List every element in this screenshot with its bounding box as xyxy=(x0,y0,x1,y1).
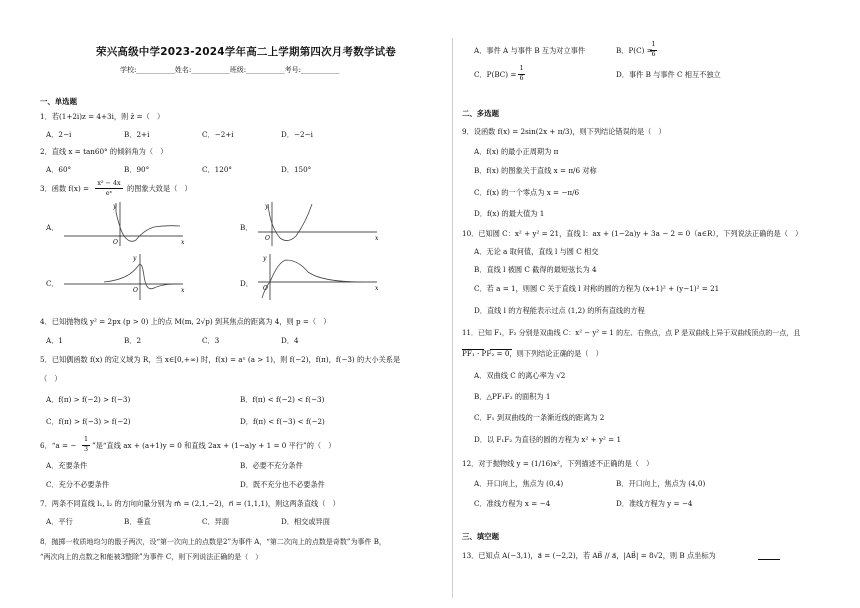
q8-option-b-denominator: 6 xyxy=(651,50,656,58)
q12-option-a[interactable]: A．开口向上，焦点为 (0,4) xyxy=(474,479,564,488)
q6-option-a[interactable]: A．充要条件 xyxy=(46,461,88,470)
q7-option-d[interactable]: D．相交或异面 xyxy=(281,517,330,526)
q6-stem-prefix: 6．“a = − xyxy=(40,441,77,450)
q11-vector-bar-1 xyxy=(462,349,484,350)
q1-option-d[interactable]: D．−2−i xyxy=(281,130,313,139)
q11-option-a[interactable]: A．双曲线 C 的离心率为 √2 xyxy=(474,371,566,380)
q8-option-b-prefix[interactable]: B．P(C) = xyxy=(616,46,653,55)
q13-stem: 13．已知点 A(−3,1)，a⃗ = (−2,2)，若 AB⃗ // a⃗，|AB⃗| = 8√2，则 B 点坐标为 xyxy=(462,551,716,560)
q10-option-d[interactable]: D．直线 l 的方程能表示过点 (1,2) 的所有直线的方程 xyxy=(474,306,645,315)
q5-option-b[interactable]: B．f(π) < f(−2) < f(−3) xyxy=(240,395,325,404)
q6-option-c[interactable]: C．充分不必要条件 xyxy=(46,480,110,489)
q8-option-c-denominator: 6 xyxy=(519,74,524,82)
exam-title: 荣兴高级中学2023-2024学年高二上学期第四次月考数学试卷 xyxy=(96,46,397,58)
q6-option-b[interactable]: B．必要不充分条件 xyxy=(240,461,303,470)
q8-option-c-numerator: 1 xyxy=(519,64,524,72)
q3-stem-prefix: 3．函数 f(x) = xyxy=(40,184,90,193)
q9-option-c[interactable]: C．f(x) 的一个零点为 x = −π/6 xyxy=(474,188,580,197)
q8-option-d[interactable]: D．事件 B 与事件 C 相互不独立 xyxy=(616,70,721,79)
q10-option-b[interactable]: B．直线 l 被圆 C 截得的最短弦长为 4 xyxy=(474,265,597,274)
q9-option-a[interactable]: A．f(x) 的最小正周期为 π xyxy=(474,147,559,156)
q3-graph-c-x-label: x xyxy=(181,287,185,294)
q6-option-d[interactable]: D．既不充分也不必要条件 xyxy=(240,480,325,489)
q3-fraction-numerator: x² − 4x xyxy=(97,179,121,187)
q2-option-d[interactable]: D．150° xyxy=(281,165,312,174)
q2-option-c[interactable]: C．120° xyxy=(202,165,232,174)
q3-graph-a xyxy=(58,200,188,248)
q3-graph-a-y-label: y xyxy=(113,203,117,210)
q1-option-c[interactable]: C．−2+i xyxy=(202,130,234,139)
q13-answer-blank[interactable] xyxy=(758,559,780,560)
q3-graph-b-y-label: y xyxy=(265,203,269,210)
q9-option-d[interactable]: D．f(x) 的最大值为 1 xyxy=(474,209,545,218)
q3-option-c[interactable]: C． xyxy=(46,279,59,288)
q10-stem: 10．已知圆 C：x² + y² = 21，直线 l：ax + (1−2a)y + 3a − 2 = 0（a∈R），下列说法正确的是（ ） xyxy=(462,229,803,238)
q3-graph-a-origin-label: O xyxy=(113,239,118,246)
q3-option-d[interactable]: D． xyxy=(240,279,253,288)
q3-graph-c xyxy=(58,252,188,302)
q1-stem: 1．若(1+2i)z = 4+3i，则 z̄ =（ ） xyxy=(40,112,165,121)
q8-option-a[interactable]: A．事件 A 与事件 B 互为对立事件 xyxy=(474,46,586,55)
q4-option-b[interactable]: B．2 xyxy=(124,336,142,345)
q3-option-a[interactable]: A． xyxy=(46,223,59,232)
q3-graph-d-x-label: x xyxy=(375,285,379,292)
q10-option-c[interactable]: C．若 a = 1，则圆 C 关于直线 l 对称的圆的方程为 (x+1)² + (y−1)² = 21 xyxy=(474,284,720,293)
q7-option-b[interactable]: B．垂直 xyxy=(124,517,151,526)
q11-option-c[interactable]: C．F₁ 到双曲线的一条渐近线的距离为 2 xyxy=(474,413,605,422)
q9-option-b[interactable]: B．f(x) 的图象关于直线 x = π/6 对称 xyxy=(474,166,597,175)
q3-graph-d-y-label: y xyxy=(263,255,267,262)
q11-stem-line2: PF₁ · PF₂ = 0，则下列结论正确的是（ ） xyxy=(462,349,603,358)
q4-option-a[interactable]: A．1 xyxy=(46,336,63,345)
q11-option-b[interactable]: B．△PF₁F₂ 的面积为 1 xyxy=(474,392,551,401)
q3-fraction-denominator: eˣ xyxy=(105,189,113,197)
q6-stem-suffix: ”是“直线 ax + (a+1)y = 0 和直线 2ax + (1−a)y + 1 = 0 平行”的（ ） xyxy=(92,441,336,450)
q3-stem-suffix: 的图象大致是（ ） xyxy=(127,184,192,193)
q5-stem-line2: （ ） xyxy=(40,374,62,383)
q7-stem: 7．两条不同直线 l₁, l₂ 的方向向量分别为 m⃗ = (2,1,−2)，n⃗ = (1,1,1)，则这两条直线（ ） xyxy=(40,499,340,508)
q3-graph-c-origin-label: O xyxy=(133,287,138,294)
q1-option-a[interactable]: A．2−i xyxy=(46,130,72,139)
q12-option-b[interactable]: B．开口向上，焦点为 (4,0) xyxy=(616,479,706,488)
q11-vector-bar-2 xyxy=(490,349,512,350)
q11-option-d[interactable]: D．以 F₁F₂ 为直径的圆的方程为 x² + y² = 1 xyxy=(474,435,622,444)
q5-option-d[interactable]: D．f(π) < f(−3) < f(−2) xyxy=(240,417,325,426)
q3-graph-d-origin-label: O xyxy=(263,285,268,292)
q11-stem-line1: 11．已知 F₁，F₂ 分别是双曲线 C：x² − y² = 1 的左、右焦点，点 P 是双曲线上异于双曲线顶点的一点，且 xyxy=(462,329,801,337)
q4-option-d[interactable]: D．4 xyxy=(281,336,299,345)
q7-option-c[interactable]: C．异面 xyxy=(202,517,230,526)
q4-option-c[interactable]: C．3 xyxy=(202,336,220,345)
q5-stem-line1: 5．已知偶函数 f(x) 的定义域为 R，当 x∈[0,+∞) 时，f(x) = aˣ (a > 1)，则 f(−2)，f(π)，f(−3) 的大小关系是 xyxy=(40,355,401,364)
q4-stem: 4．已知抛物线 y² = 2px (p > 0) 上的点 M(m, 2√p) 到其焦点的距离为 4，则 p =（ ） xyxy=(40,317,331,326)
q8-stem-line2: “两次向上的点数之和能被3整除”为事件 C，则下列说法正确的是（ ） xyxy=(40,553,263,561)
q3-option-b[interactable]: B． xyxy=(240,223,253,232)
column-divider xyxy=(452,38,453,598)
q5-option-c[interactable]: C．f(π) > f(−3) > f(−2) xyxy=(46,417,131,426)
section-fill-in: 三、填空题 xyxy=(462,532,499,541)
q12-stem: 12．对于抛物线 y = (1/16)x²，下列描述不正确的是（ ） xyxy=(462,459,654,468)
q12-option-c[interactable]: C．准线方程为 x = −4 xyxy=(474,499,551,508)
q6-fraction-numerator: 1 xyxy=(83,435,89,443)
section-single-choice: 一、单选题 xyxy=(40,97,77,106)
q7-option-a[interactable]: A．平行 xyxy=(46,517,73,526)
q3-graph-c-y-label: y xyxy=(133,255,137,262)
q3-graph-a-x-label: x xyxy=(181,239,185,246)
q9-stem: 9．设函数 f(x) = 2sin(2x + π/3)，则下列结论错误的是（ ） xyxy=(462,127,666,136)
q2-option-b[interactable]: B．90° xyxy=(124,165,150,174)
q10-option-a[interactable]: A．无论 a 取何值，直线 l 与圆 C 相交 xyxy=(474,247,599,256)
q8-option-b-numerator: 1 xyxy=(651,40,656,48)
q3-graph-b-origin-label: O xyxy=(265,235,270,242)
section-multi-choice: 二、多选题 xyxy=(462,109,499,118)
q8-option-c-prefix[interactable]: C．P(BC) = xyxy=(474,70,517,79)
q1-option-b[interactable]: B．2+i xyxy=(124,130,150,139)
student-info-line: 学校:___________姓名:___________班级:___________考号:___________ xyxy=(120,66,340,74)
q6-fraction-denominator: 3 xyxy=(83,445,89,453)
q12-option-d[interactable]: D．准线方程为 y = −4 xyxy=(616,499,693,508)
q2-option-a[interactable]: A．60° xyxy=(46,165,72,174)
q8-stem-line1: 8．抛掷一枚质地均匀的骰子两次，设“第一次向上的点数是2”为事件 A，“第二次向上的点数是奇数”为事件 B， xyxy=(40,538,386,546)
q3-graph-b-x-label: x xyxy=(375,235,379,242)
q3-graph-d xyxy=(252,252,382,302)
q3-graph-b xyxy=(252,200,382,248)
q2-stem: 2．直线 x = tan60° 的倾斜角为（ ） xyxy=(40,147,168,156)
q5-option-a[interactable]: A．f(π) > f(−2) > f(−3) xyxy=(46,395,131,404)
